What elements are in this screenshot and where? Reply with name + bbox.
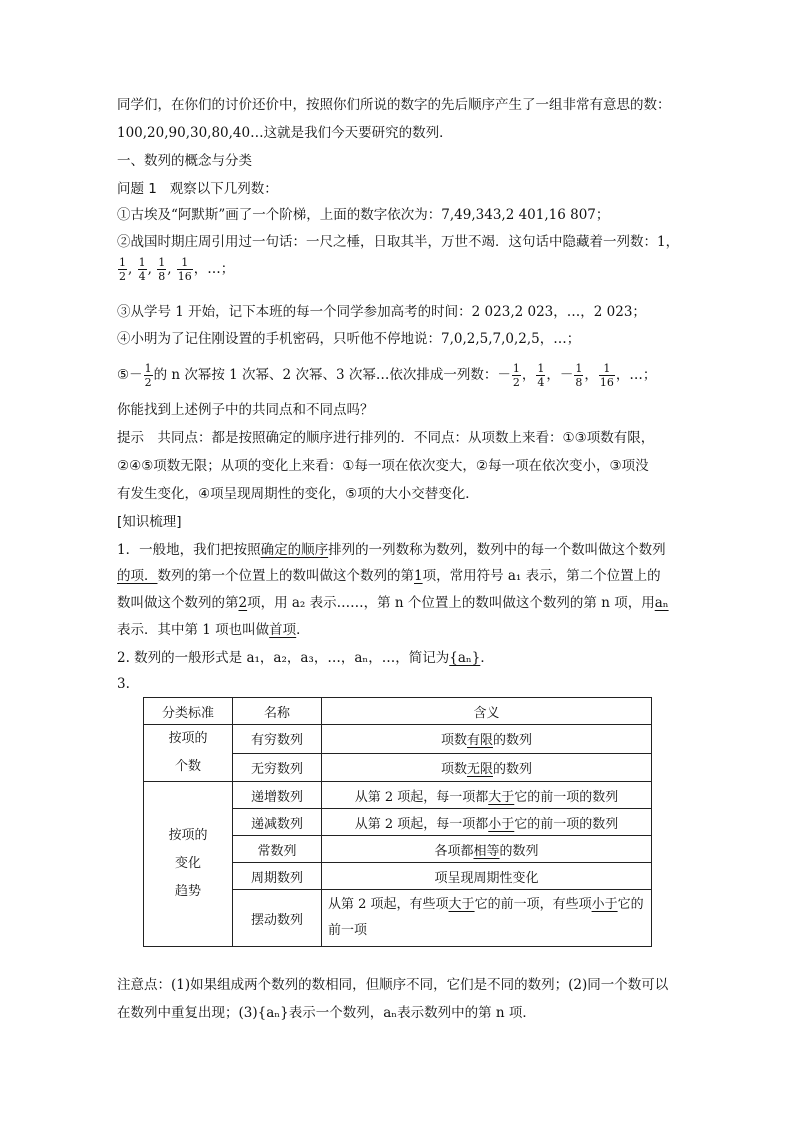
question: 你能找到上述例子中的共同点和不同点吗？ [117,402,374,418]
fraction: $\frac{1}{8}$ [575,362,583,389]
fraction: $\frac{1}{4}$ [138,256,146,283]
knowledge-p1-line-1: 1．一般地，我们把按照确定的顺序排列的一列数称为数列，数列中的每一个数叫做这个数列 [117,542,666,558]
table-row: 常数列 各项都相等的数列 [144,836,652,863]
table-header-row [144,698,652,725]
table-row: 周期数列 项呈现周期性变化 [144,863,652,890]
fraction: $\frac{1}{2}$ [119,256,126,283]
header-name: 名称 [233,698,322,725]
hint-line-2: ②④⑤项数无限；从项的变化上来看：①每一项在依次变大，②每一项在依次变小，③项没 [117,458,649,474]
problem-1-heading [117,179,278,199]
criterion-count: 按项的 个数 [144,725,233,782]
problem-text: 观察以下几列数： [169,181,278,197]
knowledge-p1-line-3: 数叫做这个数列的第2项，用 a₂ 表示……，第 n 个位置上的数叫做这个数列的第 n 项，用aₙ [117,595,669,611]
table-row: 摆动数列 从第 2 项起，有些项大于它的前一项，有些项小于它的前一项 [144,890,652,947]
problem-label: 问题 1 [117,181,157,197]
classification-table [143,697,652,947]
item-5: ⑤－ $\frac{1}{2}$ 的 n 次幂按 1 次幂、2 次幂、3 次幂…依次排成一列数：－ $\frac{1}{2}$ ， $\frac{1}{4}$ ，－ $\frac{1}{8}$ ， $\frac{1}{16}$ ，…； [117,362,657,389]
note-line-2: 在数列中重复出现；(3){aₙ}表示一个数列，aₙ表示数列中的第 n 项． [117,1005,536,1021]
table-row: 按项的 个数 有穷数列 项数有限的数列 [144,725,652,754]
knowledge-p2: 2. 数列的一般形式是 a₁，a₂，a₃，…，aₙ，…，简记为{aₙ}． [117,650,494,666]
fraction: $\frac{1}{16}$ [177,256,192,283]
fraction: $\frac{1}{4}$ [537,362,545,389]
item-2-fractions: $\frac{1}{2}$ , $\frac{1}{4}$ , $\frac{1}{8}$ , $\frac{1}{16}$ ，…； [119,256,235,283]
knowledge-p1-line-2: 的项．数列的第一个位置上的数叫做这个数列的第1项，常用符号 a₁ 表示，第二个位置上的 [117,568,661,584]
table-row: 无穷数列 项数无限的数列 [144,753,652,782]
item-2-line-1: ②战国时期庄周引用过一句话：一尺之棰，日取其半，万世不竭．这句话中隐藏着一列数：1， [117,234,680,250]
hint-line-3: 有发生变化，④项呈现周期性的变化，⑤项的大小交替变化． [117,486,479,502]
item-1: ①古埃及“阿默斯”画了一个阶梯，上面的数字依次为：7,49,343,2 401,16 807； [117,207,610,223]
fraction: $\frac{1}{8}$ [158,256,166,283]
table-row: 按项的 变化 趋势 递增数列 从第 2 项起，每一项都大于它的前一项的数列 [144,782,652,809]
knowledge-p3: 3. [117,676,130,692]
hint-line-1: 提示 共同点：都是按照确定的顺序进行排列的．不同点：从项数上来看：①③项数有限， [117,430,655,446]
intro-line-2: 100,20,90,30,80,40…这就是我们今天要研究的数列． [117,125,453,141]
intro-line-1: 同学们，在你们的讨价还价中，按照你们所说的数字的先后顺序产生了一组非常有意思的数： [117,97,671,113]
table-row: 递减数列 从第 2 项起，每一项都小于它的前一项的数列 [144,809,652,836]
item-4: ④小明为了记住刚设置的手机密码，只听他不停地说：7,0,2,5,7,0,2,5，…； [117,331,581,347]
fraction: $\frac{1}{16}$ [599,362,614,389]
knowledge-title: [知识梳理] [117,514,182,530]
fraction: $\frac{1}{2}$ [144,362,152,389]
item-3: ③从学号 1 开始，记下本班的每一个同学参加高考的时间：2 023,2 023，…，2 023； [117,304,646,320]
knowledge-p1-line-4: 表示．其中第 1 项也叫做首项． [117,622,310,638]
fraction: $\frac{1}{2}$ [512,362,520,389]
section-title: 一、数列的概念与分类 [117,153,252,169]
note-line-1: 注意点：(1)如果组成两个数列的数相同，但顺序不同，它们是不同的数列；(2)同一个数可以 [117,977,669,993]
header-meaning: 含义 [322,698,652,725]
criterion-trend: 按项的 变化 趋势 [144,782,233,947]
header-criterion: 分类标准 [144,698,233,725]
